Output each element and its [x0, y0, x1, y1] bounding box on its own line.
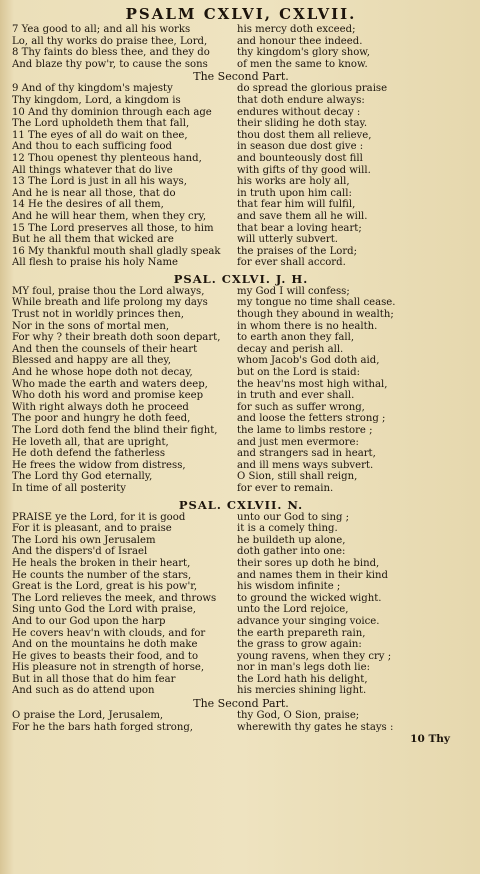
verse-line: [12, 535, 470, 547]
verse-line-right: the lame to limbs restore ;: [237, 425, 373, 436]
verse-line-left: For it is pleasant, and to praise: [12, 523, 172, 535]
verse-line-left: And he is near all those, that do: [12, 187, 176, 199]
verse-line-right: unto the Lord rejoice,: [237, 604, 349, 616]
verse-line-left: 10 And thy dominion through each age: [12, 106, 212, 118]
verse-line-left: He frees the widow from distress,: [12, 459, 186, 471]
verse-line-right: with gifts of thy good will.: [237, 164, 371, 176]
verse-line: [12, 523, 470, 535]
verse-line-left: And blaze thy pow'r, to cause the sons: [12, 58, 208, 70]
verse-line-left: While breath and life prolong my days: [12, 297, 208, 309]
verse-line-left: He covers heav'n with clouds, and for: [12, 627, 206, 639]
verse-line-left: The Lord upholdeth them that fall,: [12, 118, 190, 130]
verse-line-right: and save them all he will.: [237, 210, 368, 222]
verse-line-right: his wisdom infinite ;: [237, 581, 341, 593]
verse-line-right: though they abound in wealth;: [237, 309, 394, 321]
verse-line-left: He heals the broken in their heart,: [12, 557, 191, 569]
verse-line-left: 15 The Lord preserves all those, to him: [12, 222, 214, 234]
verse-line-left: And the dispers'd of Israel: [12, 546, 148, 558]
verse-line-right: young ravens, when they cry ;: [237, 650, 392, 662]
running-head: PSALM CXLVI, CXLVII.: [125, 5, 357, 23]
verse-line: [12, 176, 470, 188]
verse-line-right: his mercy doth exceed;: [237, 24, 356, 35]
verse-line-right: their sliding he doth stay.: [237, 118, 368, 130]
verse-line: [12, 59, 470, 71]
verse-line: [12, 448, 470, 460]
verse-line-right: in truth upon him call:: [237, 187, 352, 199]
verse-line-right: for ever shall accord.: [237, 257, 346, 269]
verse-line-left: MY foul, praise thou the Lord always,: [12, 285, 205, 297]
verse-line-right: thy God, O Sion, praise;: [237, 710, 360, 722]
verse-line: [12, 332, 470, 344]
verse-line: [12, 483, 470, 495]
verse-line-right: the praises of the Lord;: [237, 245, 358, 257]
verse-line-left: Blessed and happy are all they,: [12, 355, 171, 367]
verse-line-right: that fear him will fulfil,: [237, 199, 356, 211]
section-heading-second-part-147: The Second Part.: [193, 697, 289, 711]
verse-line: [12, 165, 470, 177]
verse-line-right: that doth endure always:: [237, 94, 365, 106]
verse-line-right: and strangers sad in heart,: [237, 448, 376, 460]
verse-line: [12, 437, 470, 449]
verse-line: [12, 402, 470, 414]
verse-line-left: 14 He the desires of all them,: [12, 199, 164, 211]
verse-line: [12, 674, 470, 686]
verse-line-right: his works are holy all,: [237, 176, 350, 188]
psalm-146-verses-7-8: [12, 24, 470, 70]
verse-line-right: whom Jacob's God doth aid,: [237, 355, 380, 367]
verse-line: [12, 211, 470, 223]
verse-line-left: The Lord thy God eternally,: [12, 471, 153, 483]
verse-line-left: But he all them that wicked are: [12, 234, 174, 246]
verse-line-right: my God I will confess;: [237, 285, 350, 297]
verse-line-left: Sing unto God the Lord with praise,: [12, 604, 197, 616]
psalm-147-second-part: [12, 710, 470, 733]
verse-line: [12, 130, 470, 142]
verse-line-right: to earth anon they fall,: [237, 332, 355, 344]
verse-line: [12, 309, 470, 321]
verse-line-right: but on the Lord is staid:: [237, 367, 360, 379]
verse-line: [12, 107, 470, 119]
verse-line: [12, 546, 470, 558]
verse-line: [12, 257, 470, 269]
verse-line-left: His pleasure not in strength of horse,: [12, 662, 205, 674]
verse-line: [12, 722, 470, 734]
verse-line: [12, 36, 470, 48]
verse-line-right: he buildeth up alone,: [237, 534, 346, 546]
verse-line-left: He counts the number of the stars,: [12, 569, 192, 581]
verse-line-left: With right always doth he proceed: [12, 401, 189, 413]
verse-line-left: For why ? their breath doth soon depart,: [12, 332, 221, 344]
verse-line: [12, 379, 470, 391]
verse-line-left: 9 And of thy kingdom's majesty: [12, 83, 173, 95]
verse-line-left: The Lord relieves the meek, and throws: [12, 592, 217, 604]
verse-line: [12, 321, 470, 333]
verse-line: [12, 286, 470, 298]
verse-line-right: thy kingdom's glory show,: [237, 47, 370, 59]
verse-line-left: 7 Yea good to all; and all his works: [12, 24, 191, 35]
verse-line-left: And thou to each sufficing food: [12, 141, 172, 153]
verse-line-left: The poor and hungry he doth feed,: [12, 413, 191, 425]
verse-line-right: advance your singing voice.: [237, 615, 380, 627]
verse-line-right: wherewith thy gates he stays :: [237, 721, 394, 733]
verse-line: [12, 118, 470, 130]
verse-line: [12, 297, 470, 309]
psalm-146-jh-title: PSAL. CXLVI. J. H.: [173, 271, 309, 286]
verse-line: [12, 616, 470, 628]
verse-line: [12, 153, 470, 165]
verse-line-left: 11 The eyes of all do wait on thee,: [12, 129, 188, 141]
verse-line-left: O praise the Lord, Jerusalem,: [12, 710, 164, 722]
verse-line-right: the grass to grow again:: [237, 639, 362, 651]
verse-line-right: unto our God to sing ;: [237, 511, 350, 523]
verse-line-left: Thy kingdom, Lord, a kingdom is: [12, 94, 181, 106]
verse-line-right: the earth prepareth rain,: [237, 627, 366, 639]
verse-line-right: in truth and ever shall.: [237, 390, 355, 402]
verse-line-right: that bear a loving heart;: [237, 222, 362, 234]
verse-line-left: 12 Thou openest thy plenteous hand,: [12, 152, 202, 164]
verse-line: [12, 413, 470, 425]
verse-line-right: in season due dost give :: [237, 141, 364, 153]
verse-line: [12, 83, 470, 95]
verse-line: [12, 188, 470, 200]
verse-line: [12, 639, 470, 651]
verse-line: [12, 95, 470, 107]
verse-line-right: for such as suffer wrong,: [237, 401, 365, 413]
verse-line-right: do spread the glorious praise: [237, 83, 388, 95]
verse-line-left: And to our God upon the harp: [12, 615, 166, 627]
verse-line-right: thou dost them all relieve,: [237, 129, 372, 141]
verse-line-left: Lo, all thy works do praise thee, Lord,: [12, 35, 208, 47]
verse-line-left: Nor in the sons of mortal men,: [12, 320, 170, 332]
verse-line-right: and loose the fetters strong ;: [237, 413, 386, 425]
verse-line: [12, 460, 470, 472]
verse-line-right: in whom there is no health.: [237, 320, 378, 332]
verse-line-right: and honour thee indeed.: [237, 35, 363, 47]
psalm-146-jh-verses: [12, 286, 470, 495]
verse-line-right: doth gather into one:: [237, 546, 346, 558]
verse-line-left: 16 My thankful mouth shall gladly speak: [12, 245, 221, 257]
verse-line-right: O Sion, still shall reign,: [237, 471, 358, 483]
verse-line-left: He gives to beasts their food, and to: [12, 650, 199, 662]
verse-line: [12, 581, 470, 593]
verse-line-left: Trust not in worldly princes then,: [12, 309, 184, 321]
verse-line: [12, 199, 470, 211]
section-heading-second-part: The Second Part.: [193, 70, 289, 84]
verse-line-right: and just men evermore:: [237, 436, 359, 448]
verse-line-right: and ill mens ways subvert.: [237, 459, 374, 471]
verse-line: [12, 24, 470, 36]
verse-line-right: my tongue no time shall cease.: [237, 297, 396, 309]
verse-line-left: Who made the earth and waters deep,: [12, 378, 208, 390]
verse-line-right: to ground the wicked wight.: [237, 592, 382, 604]
verse-line-left: The Lord doth fend the blind their fight,: [12, 425, 218, 436]
verse-line-right: it is a comely thing.: [237, 523, 338, 535]
verse-line-left: Who doth his word and promise keep: [12, 390, 204, 402]
verse-line-left: In time of all posterity: [12, 482, 126, 494]
verse-line-left: And then the counsels of their heart: [12, 343, 198, 355]
psalm-147-title: PSAL. CXLVII. N.: [178, 497, 304, 512]
verse-line: [12, 47, 470, 59]
verse-line-left: And he whose hope doth not decay,: [12, 367, 193, 379]
verse-line-right: and bounteously dost fill: [237, 152, 363, 164]
verse-line-right: and names them in their kind: [237, 569, 388, 581]
verse-line-left: But in all those that do him fear: [12, 673, 176, 685]
verse-line: [12, 593, 470, 605]
verse-line: [12, 558, 470, 570]
verse-line-left: All things whatever that do live: [12, 164, 173, 176]
verse-line-right: for ever to remain.: [237, 482, 334, 494]
verse-line-right: his mercies shining light.: [237, 685, 367, 697]
verse-line-left: For he the bars hath forged strong,: [12, 721, 194, 733]
verse-line: [12, 570, 470, 582]
verse-line-left: He loveth all, that are upright,: [12, 436, 169, 448]
verse-line: [12, 246, 470, 258]
verse-line: [12, 710, 470, 722]
verse-line-left: 8 Thy faints do bless thee, and they do: [12, 47, 210, 59]
verse-line-left: Great is the Lord, great is his pow'r,: [12, 581, 198, 593]
verse-line-left: And on the mountains he doth make: [12, 639, 198, 651]
verse-line: [12, 344, 470, 356]
catchword: 10 Thy: [410, 733, 450, 746]
verse-line: [12, 223, 470, 235]
verse-line-left: And he will hear them, when they cry,: [12, 210, 207, 222]
verse-line-left: PRAISE ye the Lord, for it is good: [12, 511, 186, 523]
verse-line-right: endures without decay :: [237, 106, 361, 118]
verse-line-right: their sores up doth he bind,: [237, 557, 380, 569]
verse-line: [12, 141, 470, 153]
verse-line: [12, 355, 470, 367]
verse-line-left: All flesh to praise his holy Name: [12, 257, 179, 269]
verse-line-left: The Lord his own Jerusalem: [12, 534, 156, 546]
verse-line-left: And such as do attend upon: [12, 685, 155, 697]
verse-line-left: 13 The Lord is just in all his ways,: [12, 176, 187, 188]
verse-line: [12, 651, 470, 663]
verse-line: [12, 512, 470, 524]
verse-line: [12, 662, 470, 674]
verse-line: [12, 628, 470, 640]
verse-line: [12, 234, 470, 246]
verse-line: [12, 367, 470, 379]
verse-line-right: nor in man's legs doth lie:: [237, 662, 370, 674]
verse-line-left: He doth defend the fatherless: [12, 448, 166, 460]
verse-line-right: the Lord hath his delight,: [237, 673, 368, 685]
verse-line-right: decay and perish all.: [237, 343, 344, 355]
verse-line: [12, 425, 470, 437]
psalm-146-second-part: [12, 83, 470, 269]
verse-line-right: will utterly subvert.: [237, 234, 338, 246]
psalm-147-verses: [12, 512, 470, 698]
verse-line: [12, 685, 470, 697]
verse-line: [12, 604, 470, 616]
verse-line-right: the heav'ns most high withal,: [237, 378, 388, 390]
verse-line: [12, 390, 470, 402]
verse-line: [12, 471, 470, 483]
verse-line-right: of men the same to know.: [237, 58, 368, 70]
